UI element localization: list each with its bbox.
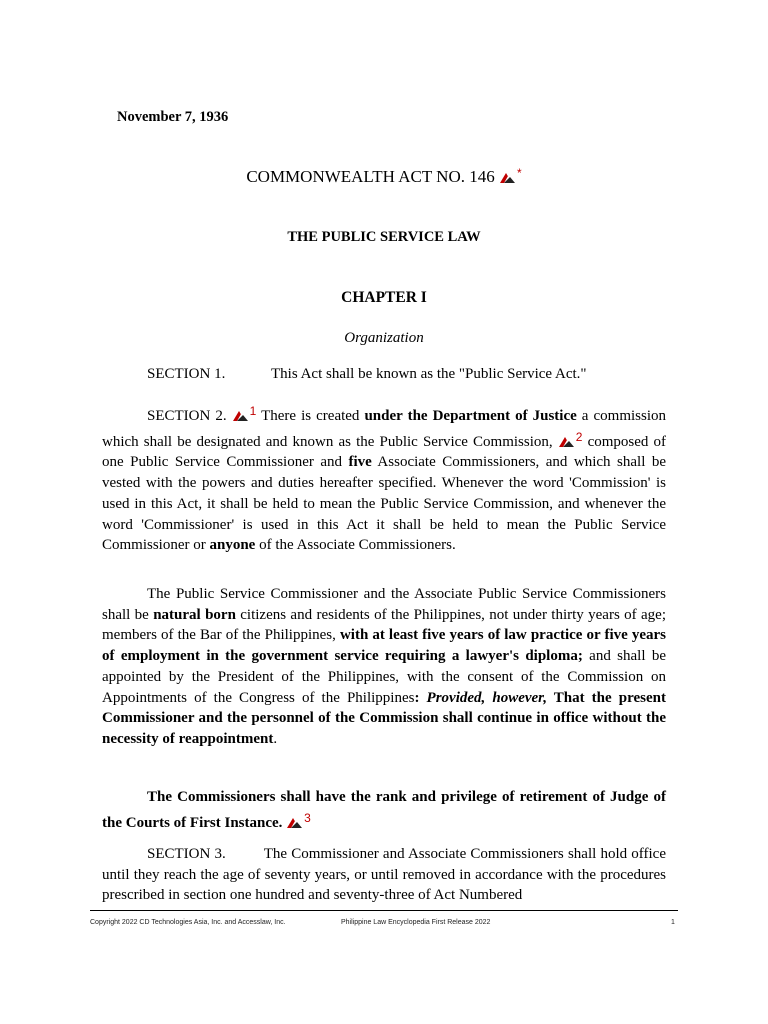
page-number: 1 xyxy=(671,919,675,926)
amendment-marker-icon[interactable] xyxy=(232,408,249,422)
law-title: THE PUBLIC SERVICE LAW xyxy=(287,229,481,245)
bold-italic-run: Provided, however, xyxy=(426,689,547,706)
bold-run: with at least five years of law practice or five years of employment in the government service requiring a lawyer's diploma; xyxy=(102,627,666,665)
footnote-ref-1[interactable]: 1 xyxy=(249,404,257,418)
section-2-label: SECTION 2. xyxy=(147,408,227,424)
text-run: of the Associate Commissioners. xyxy=(255,537,456,554)
text-run: and shall be appointed by the President of the Philippines, with the consent of the Commission on Appointments of the Congress of the Philippines xyxy=(102,648,666,706)
section-3-label: SECTION 3. xyxy=(147,846,226,862)
footer-divider xyxy=(90,910,678,911)
text-run: citizens and residents of the Philippines, not under thirty years of age; members of the Bar of the Philippines, xyxy=(102,606,666,644)
amendment-marker-icon[interactable] xyxy=(286,815,303,829)
bold-run: : xyxy=(414,689,427,706)
qualifications-paragraph xyxy=(102,584,666,750)
amendment-marker-icon[interactable] xyxy=(499,170,516,184)
rank-paragraph xyxy=(102,787,666,833)
text-run: . xyxy=(273,730,278,747)
document-date: November 7, 1936 xyxy=(117,109,229,125)
bold-run: natural born xyxy=(153,606,236,623)
act-note-ref[interactable]: * xyxy=(516,166,522,180)
footnote-ref-2[interactable]: 2 xyxy=(575,429,583,444)
bold-run: anyone xyxy=(209,537,256,554)
section-1-text: This Act shall be known as the "Public Service Act." xyxy=(271,366,587,382)
text-run: composed of one Public Service Commissioner and xyxy=(102,433,666,471)
footer-release: Philippine Law Encyclopedia First Release 2022 xyxy=(341,919,491,926)
footer-copyright: Copyright 2022 CD Technologies Asia, Inc. and Accesslaw, Inc. xyxy=(90,919,286,926)
section-1-label: SECTION 1. xyxy=(147,366,226,382)
text-run: Associate Commissioners, and which shall be vested with the powers and duties hereafter specified. Whenever the word 'Commission' is used in this Act, it shall be held to mean the Public Service Commission, and whenever the word 'Commissioner' is used in this Act it shall be held to mean the Public Service Commissioner or xyxy=(102,454,666,554)
text-run: There is created xyxy=(256,408,365,424)
chapter-subtitle: Organization xyxy=(344,330,424,346)
section-3-text: The Commissioner and Associate Commissioners shall hold office until they reach the age of seventy years, or until removed in accordance with the procedures prescribed in section one hundred and seventy-three of Act Numbered xyxy=(102,846,666,904)
section-1 xyxy=(147,366,587,383)
bold-run: The Commissioners shall have the rank and privilege of retirement of Judge of the Courts of First Instance. xyxy=(102,789,666,831)
bold-run: That the present Commissioner and the personnel of the Commission shall continue in office without the necessity of reappointment xyxy=(102,689,666,747)
chapter-heading: CHAPTER I xyxy=(341,289,427,306)
act-title xyxy=(0,166,768,187)
act-title-text: COMMONWEALTH ACT NO. 146 xyxy=(246,167,495,186)
amendment-marker-icon[interactable] xyxy=(558,434,575,448)
text-run: The Public Service Commissioner and the Associate Public Service Commissioners shall be xyxy=(102,586,666,623)
bold-run: five xyxy=(348,454,372,471)
section-3-paragraph xyxy=(102,844,666,906)
bold-run: under the Department of Justice xyxy=(364,408,577,424)
section-2-paragraph xyxy=(102,401,666,556)
text-run: a commission which shall be designated and known as the Public Service Commission, xyxy=(102,408,666,450)
footnote-ref-3[interactable]: 3 xyxy=(304,810,311,825)
